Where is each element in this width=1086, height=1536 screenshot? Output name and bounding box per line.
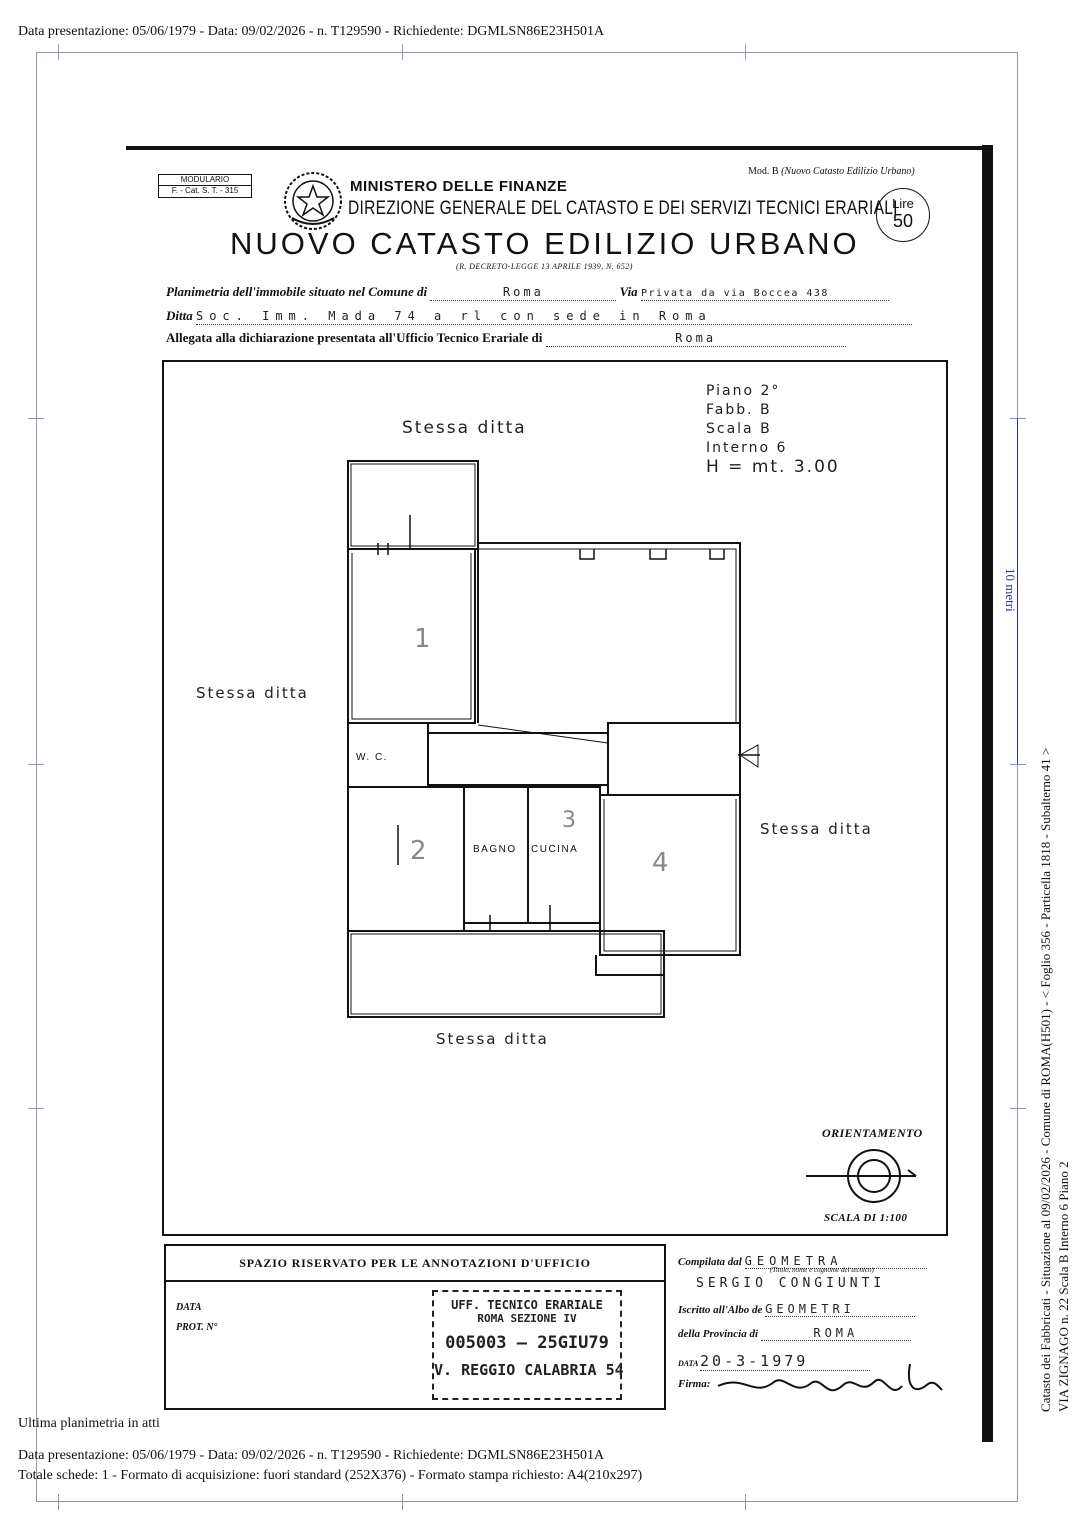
ministero-heading: MINISTERO DELLE FINANZE [350, 178, 568, 195]
registration-tick [28, 764, 44, 765]
registration-tick [1010, 418, 1026, 419]
stessa-ditta-left: Stessa ditta [196, 684, 309, 702]
registration-tick [58, 1494, 59, 1510]
ultima-planimetria: Ultima planimetria in atti [18, 1416, 160, 1431]
compilata-label: Compilata dal [678, 1256, 742, 1268]
orientamento-label: ORIENTAMENTO [822, 1126, 923, 1140]
iscritto-row [678, 1302, 915, 1317]
scan-edge-bar [982, 145, 993, 1442]
direzione-heading: DIREZIONE GENERALE DEL CATASTO E DEI SERVIZI TECNICI ERARIALI [348, 198, 898, 219]
stessa-ditta-bottom: Stessa ditta [436, 1030, 549, 1048]
planimetria-row [166, 284, 889, 301]
room-number-4: 4 [652, 848, 671, 878]
wc-label: W. C. [356, 752, 388, 763]
scala-text: Scala B [706, 421, 772, 437]
lire-label: Lire [892, 196, 914, 211]
piano-text: Piano 2° [706, 383, 781, 399]
cucina-label: CUCINA [531, 844, 579, 855]
stessa-ditta-right: Stessa ditta [760, 820, 873, 838]
allegata-label: Allegata alla dichiarazione presentata all'Ufficio Tecnico Erariale di [166, 330, 543, 345]
modulario-code: F. - Cat. S. T. - 315 [159, 185, 251, 196]
mod-b-label [748, 166, 915, 177]
compiler-data-value: 20-3-1979 [700, 1352, 809, 1370]
ditta-value: Soc. Imm. Mada 74 a rl con sede in Roma [195, 309, 712, 323]
registration-tick [1010, 1108, 1026, 1109]
altezza-text: H = mt. 3.00 [706, 457, 840, 477]
titolo-note: (Titolo, nome e cognome del tecnico) [770, 1266, 874, 1274]
registration-tick [745, 1494, 746, 1510]
via-value: Privata da via Boccea 438 [640, 288, 829, 299]
firma-row [678, 1378, 710, 1390]
stamp-line-1: UFF. TECNICO ERARIALE [451, 1298, 603, 1312]
modulario-box [158, 174, 252, 198]
signature-icon [714, 1356, 944, 1412]
floor-plan-drawing [340, 455, 760, 1025]
annotation-prot-label: PROT. N° [176, 1322, 218, 1333]
scala-label: SCALA DI 1:100 [824, 1212, 908, 1224]
compilata-value: GEOMETRA [744, 1254, 843, 1268]
planimetria-label: Planimetria dell'immobile situato nel Comune di [166, 284, 428, 299]
annotation-data-label: DATA [176, 1302, 202, 1313]
lire-stamp [876, 188, 930, 242]
lire-value: 50 [892, 211, 914, 231]
registration-tick [1010, 764, 1026, 765]
compiler-data-label: DATA [678, 1359, 699, 1368]
registration-tick [28, 418, 44, 419]
allegata-value: Roma [675, 331, 717, 345]
room-number-3: 3 [562, 808, 578, 833]
registration-tick [402, 1494, 403, 1510]
stessa-ditta-top: Stessa ditta [402, 418, 527, 438]
registration-tick [58, 44, 59, 60]
registration-tick [28, 1108, 44, 1109]
iscritto-value: GEOMETRI [765, 1302, 855, 1316]
emblem-icon [282, 170, 344, 232]
registration-tick [745, 44, 746, 60]
via-label: Via [619, 284, 638, 299]
allegata-row [166, 330, 846, 347]
comune-value: Roma [502, 285, 544, 299]
compass-icon [800, 1140, 930, 1210]
side-caption-address: VIA ZIGNAGO n. 22 Scala B Interno 6 Piano 2 [1056, 1161, 1071, 1412]
provincia-value: ROMA [813, 1326, 859, 1340]
stamp-line-3: 005003 — 25GIU79 [445, 1333, 609, 1353]
annotations-title: SPAZIO RISERVATO PER LE ANNOTAZIONI D'UFFICIO [164, 1244, 666, 1282]
office-stamp [432, 1290, 622, 1400]
compiler-name: SERGIO CONGIUNTI [696, 1276, 886, 1291]
header-info-line: Data presentazione: 05/06/1979 - Data: 09/02/2026 - n. T129590 - Richiedente: DGMLSN86E23H501A [18, 24, 605, 39]
stamp-line-4: V. REGGIO CALABRIA 54 [434, 1361, 624, 1379]
provincia-label: della Provincia di [678, 1328, 759, 1340]
ditta-label: Ditta [166, 308, 193, 323]
room-number-2: 2 [410, 836, 429, 866]
fabbricato-text: Fabb. B [706, 402, 772, 418]
stamp-line-2: ROMA SEZIONE IV [477, 1312, 577, 1325]
interno-text: Interno 6 [706, 440, 788, 456]
room-number-1: 1 [414, 624, 433, 654]
footer-info-line-1: Data presentazione: 05/06/1979 - Data: 09/02/2026 - n. T129590 - Richiedente: DGMLSN86E23H501A [18, 1448, 605, 1463]
iscritto-label: Iscritto all'Albo de [678, 1304, 763, 1316]
firma-label: Firma: [678, 1378, 711, 1390]
mod-b-code: Mod. B [748, 166, 779, 177]
provincia-row [678, 1326, 911, 1341]
side-caption-catasto: Catasto dei Fabbricati - Situazione al 09/02/2026 - Comune di ROMA(H501) - < Foglio 356 - Particella 1818 - Subalterno 41 > [1038, 747, 1053, 1412]
document-title: NUOVO CATASTO EDILIZIO URBANO [230, 226, 860, 261]
decreto-note: (R. DECRETO-LEGGE 13 APRILE 1939, N. 652) [456, 262, 633, 271]
registration-tick [402, 44, 403, 60]
modulario-title: MODULARIO [180, 175, 230, 184]
mod-b-note: (Nuovo Catasto Edilizio Urbano) [781, 166, 915, 177]
footer-info-line-2: Totale schede: 1 - Formato di acquisizione: fuori standard (252X376) - Formato stampa richiesto: A4(210x297) [18, 1468, 643, 1483]
bagno-label: BAGNO [473, 844, 517, 855]
scan-edge-top [126, 146, 984, 150]
ditta-row [166, 308, 912, 325]
scale-bar-label: 10 metri [1003, 568, 1018, 612]
